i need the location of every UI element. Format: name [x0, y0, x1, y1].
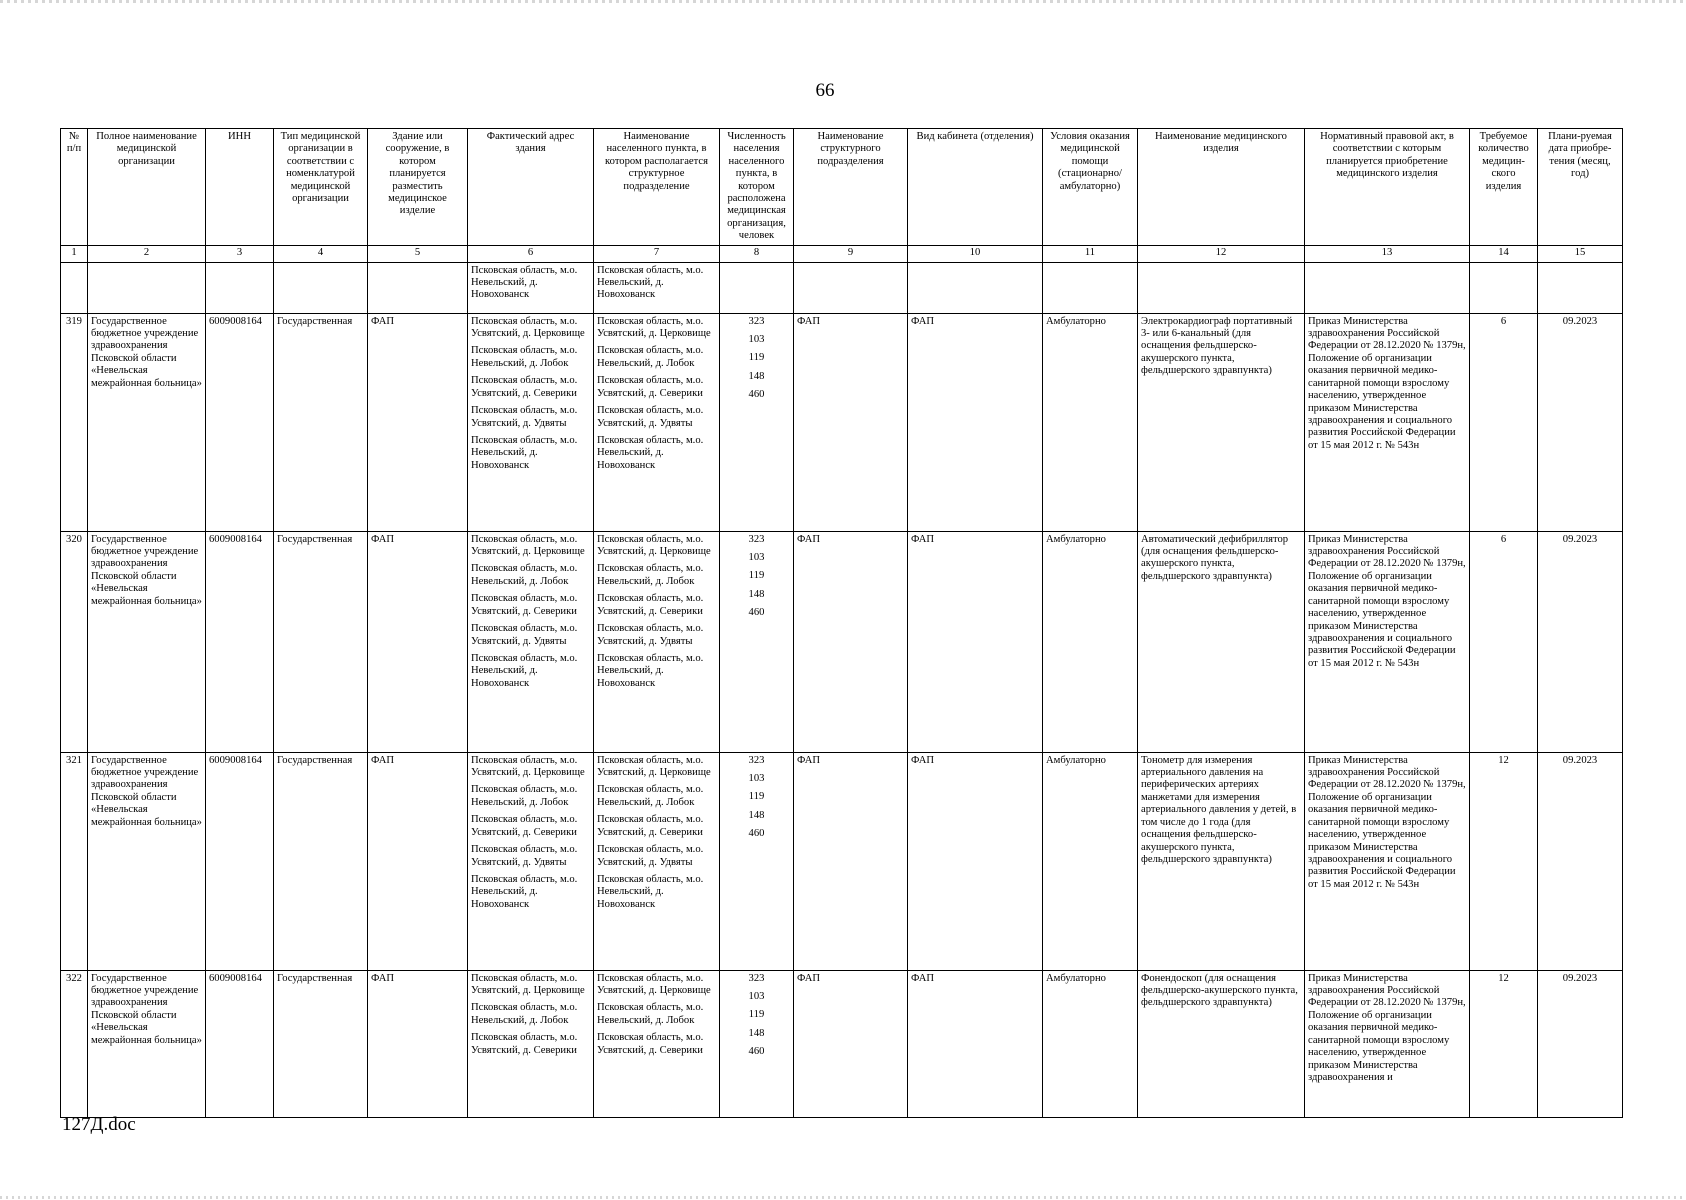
scan-edge-bottom: [0, 1196, 1686, 1199]
planned-date: 09.2023: [1538, 313, 1623, 531]
inn: 6009008164: [206, 970, 274, 1117]
header-cell: Условия оказания медицинской помощи (стационарно/ амбулаторно): [1043, 129, 1138, 246]
population-value: 148: [748, 370, 765, 382]
settlement-item: Псковская область, м.о. Усвятский, д. Северики: [597, 1032, 704, 1056]
inn: 6009008164: [206, 313, 274, 531]
address-item: Псковская область, м.о. Усвятский, д. Церковище: [471, 315, 585, 340]
empty-cell: [1470, 262, 1538, 313]
settlement-item: Псковская область, м.о. Усвятский, д. Церковище: [597, 754, 711, 779]
quantity: 6: [1470, 531, 1538, 752]
org-name: Государственное бюджетное учреждение здравоохранения Псковской области «Невельская межрайонная больница»: [88, 531, 206, 752]
column-number: 5: [368, 245, 468, 262]
address-item: Псковская область, м.о. Невельский, д. Новохованск: [471, 873, 578, 910]
population-value: 323: [748, 533, 765, 545]
settlement-item: Псковская область, м.о. Невельский, д. Новохованск: [597, 652, 704, 689]
address-item: Псковская область, м.о. Невельский, д. Лобок: [471, 563, 578, 587]
population-list: [720, 313, 794, 531]
settlement-item: Псковская область, м.о. Невельский, д. Новохованск: [597, 434, 704, 471]
header-cell: Полное наименование медицинской организации: [88, 129, 206, 246]
row-number: 319: [61, 313, 88, 531]
address-item: Псковская область, м.о. Усвятский, д. Удвяты: [471, 623, 578, 647]
device-name: Тонометр для измерения артериального давления на периферических артериях манжетами для измерения артериального давления у детей, в том числе до 1 года (для оснащения фельдшерско-акушерского пункта, фельдшерского здравпункта): [1138, 752, 1305, 970]
column-number: 13: [1305, 245, 1470, 262]
inn: 6009008164: [206, 531, 274, 752]
header-cell: Фактический адрес здания: [468, 129, 594, 246]
cabinet: ФАП: [908, 531, 1043, 752]
table-row: [61, 970, 1623, 1117]
building: ФАП: [368, 752, 468, 970]
population-value: 460: [748, 389, 765, 401]
quantity: 12: [1470, 752, 1538, 970]
column-number: 7: [594, 245, 720, 262]
settlement-cell: Псковская область, м.о. Невельский, д. Новохованск: [594, 262, 720, 313]
column-number: 11: [1043, 245, 1138, 262]
address-item: Псковская область, м.о. Усвятский, д. Северики: [471, 375, 578, 399]
legal-act: Приказ Министерства здравоохранения Российской Федерации от 28.12.2020 № 1379н, Положение об организации оказания первичной медико-санитарной помощи взрослому населению, утвержденное приказом Министерства здравоохранения и социального развития Российской Федерации от 15 мая 2012 г. № 543н: [1305, 313, 1470, 531]
row-number: 322: [61, 970, 88, 1117]
population-value: 103: [748, 334, 765, 346]
column-number: 8: [720, 245, 794, 262]
planned-date: 09.2023: [1538, 531, 1623, 752]
address-item: Псковская область, м.о. Усвятский, д. Церковище: [471, 754, 585, 779]
header-cell: Нормативный правовой акт, в соответствии с которым планируется приобретение медицинского изделия: [1305, 129, 1470, 246]
column-number-row: [61, 245, 1623, 262]
address-item: Псковская область, м.о. Усвятский, д. Северики: [471, 1032, 578, 1056]
population-list: [720, 752, 794, 970]
scan-edge-top: [0, 0, 1686, 3]
settlement-item: Псковская область, м.о. Невельский, д. Новохованск: [597, 873, 704, 910]
settlement-list: [594, 313, 720, 531]
continuation-row: [61, 262, 1623, 313]
column-number: 14: [1470, 245, 1538, 262]
empty-cell: [274, 262, 368, 313]
population-value: 460: [748, 607, 765, 619]
address-list: [468, 313, 594, 531]
address-cell: Псковская область, м.о. Невельский, д. Новохованск: [468, 262, 594, 313]
population-value: 148: [748, 1027, 765, 1039]
header-cell: Численность населения населенного пункта, в котором расположена медицинская организация, человек: [720, 129, 794, 246]
planned-date: 09.2023: [1538, 970, 1623, 1117]
org-type: Государственная: [274, 313, 368, 531]
header-cell: ИНН: [206, 129, 274, 246]
column-number: 4: [274, 245, 368, 262]
column-number: 2: [88, 245, 206, 262]
org-type: Государственная: [274, 752, 368, 970]
address-list: [468, 531, 594, 752]
settlement-item: Псковская область, м.о. Усвятский, д. Северики: [597, 375, 704, 399]
header-cell: Наименование медицинского изделия: [1138, 129, 1305, 246]
population-value: 148: [748, 588, 765, 600]
address-item: Псковская область, м.о. Невельский, д. Новохованск: [471, 652, 578, 689]
cabinet: ФАП: [908, 970, 1043, 1117]
org-name: Государственное бюджетное учреждение здравоохранения Псковской области «Невельская межрайонная больница»: [88, 313, 206, 531]
address-list: [468, 970, 594, 1117]
address-list: [468, 752, 594, 970]
cabinet: ФАП: [908, 313, 1043, 531]
address-item: Псковская область, м.о. Невельский, д. Лобок: [471, 345, 578, 369]
column-number: 10: [908, 245, 1043, 262]
conditions: Амбулаторно: [1043, 970, 1138, 1117]
subdivision: ФАП: [794, 752, 908, 970]
building: ФАП: [368, 313, 468, 531]
header-cell: Здание или сооружение, в котором планируется разместить медицинское изделие: [368, 129, 468, 246]
empty-cell: [368, 262, 468, 313]
legal-act: Приказ Министерства здравоохранения Российской Федерации от 28.12.2020 № 1379н, Положение об организации оказания первичной медико-санитарной помощи взрослому населению, утвержденное приказом Министерства здравоохранения и социального развития Российской Федерации от 15 мая 2012 г. № 543н: [1305, 752, 1470, 970]
empty-cell: [206, 262, 274, 313]
column-number: 12: [1138, 245, 1305, 262]
population-value: 119: [748, 1009, 765, 1021]
empty-cell: [61, 262, 88, 313]
population-value: 119: [748, 352, 765, 364]
empty-cell: [908, 262, 1043, 313]
settlement-list: [594, 752, 720, 970]
population-value: 323: [748, 315, 765, 327]
settlement-list: [594, 531, 720, 752]
population-value: 103: [748, 552, 765, 564]
empty-cell: [88, 262, 206, 313]
address-item: Псковская область, м.о. Невельский, д. Лобок: [471, 1002, 578, 1026]
planned-date: 09.2023: [1538, 752, 1623, 970]
population-value: 460: [748, 828, 765, 840]
org-type: Государственная: [274, 531, 368, 752]
population-value: 103: [748, 773, 765, 785]
address-item: Псковская область, м.о. Усвятский, д. Северики: [471, 814, 578, 838]
settlement-item: Псковская область, м.о. Усвятский, д. Северики: [597, 593, 704, 617]
settlement-item: Псковская область, м.о. Усвятский, д. Церковище: [597, 972, 711, 997]
device-name: Фонендоскоп (для оснащения фельдшерско-акушерского пункта, фельдшерского здравпункта): [1138, 970, 1305, 1117]
empty-cell: [1538, 262, 1623, 313]
subdivision: ФАП: [794, 970, 908, 1117]
header-cell: Наименование структурного подразделения: [794, 129, 908, 246]
address-item: Псковская область, м.о. Усвятский, д. Церковище: [471, 533, 585, 558]
page-number: 66: [815, 80, 835, 101]
settlement-list: [594, 970, 720, 1117]
building: ФАП: [368, 531, 468, 752]
address-item: Псковская область, м.о. Невельский, д. Новохованск: [471, 434, 578, 471]
header-cell: Плани-руемая дата приобре-тения (месяц, год): [1538, 129, 1623, 246]
device-name: Электрокардиограф портативный 3- или 6-канальный (для оснащения фельдшерско-акушерского пункта, фельдшерского здравпункта): [1138, 313, 1305, 531]
address-item: Псковская область, м.о. Усвятский, д. Удвяты: [471, 405, 578, 429]
population-value: 119: [748, 791, 765, 803]
column-number: 6: [468, 245, 594, 262]
column-number: 3: [206, 245, 274, 262]
population-value: 323: [748, 754, 765, 766]
table-row: [61, 531, 1623, 752]
subdivision: ФАП: [794, 313, 908, 531]
population-value: 323: [748, 972, 765, 984]
header-row: [61, 129, 1623, 246]
empty-cell: [720, 262, 794, 313]
column-number: 15: [1538, 245, 1623, 262]
empty-cell: [1138, 262, 1305, 313]
equipment-table: [60, 128, 1623, 1118]
building: ФАП: [368, 970, 468, 1117]
settlement-item: Псковская область, м.о. Невельский, д. Лобок: [597, 563, 704, 587]
cabinet: ФАП: [908, 752, 1043, 970]
quantity: 6: [1470, 313, 1538, 531]
subdivision: ФАП: [794, 531, 908, 752]
org-type: Государственная: [274, 970, 368, 1117]
empty-cell: [1305, 262, 1470, 313]
address-item: Псковская область, м.о. Невельский, д. Лобок: [471, 784, 578, 808]
column-number: 1: [61, 245, 88, 262]
population-list: [720, 531, 794, 752]
population-value: 460: [748, 1046, 765, 1058]
legal-act: Приказ Министерства здравоохранения Российской Федерации от 28.12.2020 № 1379н, Положение об организации оказания первичной медико-санитарной помощи взрослому населению, утвержденное приказом Министерства здравоохранения и: [1305, 970, 1470, 1117]
population-list: [720, 970, 794, 1117]
address-item: Псковская область, м.о. Усвятский, д. Церковище: [471, 972, 585, 997]
address-item: Псковская область, м.о. Усвятский, д. Удвяты: [471, 844, 578, 868]
settlement-item: Псковская область, м.о. Усвятский, д. Церковище: [597, 533, 711, 558]
population-value: 103: [748, 991, 765, 1003]
header-cell: Тип медицинской организации в соответствии с номенклатурой медицинской организации: [274, 129, 368, 246]
table-row: [61, 313, 1623, 531]
org-name: Государственное бюджетное учреждение здравоохранения Псковской области «Невельская межрайонная больница»: [88, 970, 206, 1117]
column-number: 9: [794, 245, 908, 262]
settlement-item: Псковская область, м.о. Усвятский, д. Удвяты: [597, 405, 704, 429]
row-number: 320: [61, 531, 88, 752]
settlement-item: Псковская область, м.о. Усвятский, д. Северики: [597, 814, 704, 838]
conditions: Амбулаторно: [1043, 752, 1138, 970]
header-cell: Вид кабинета (отделения): [908, 129, 1043, 246]
header-cell: Требуемое количество медицин-ского изделия: [1470, 129, 1538, 246]
footer-filename: 127Д.doc: [62, 1114, 136, 1135]
settlement-item: Псковская область, м.о. Усвятский, д. Церковище: [597, 315, 711, 340]
quantity: 12: [1470, 970, 1538, 1117]
address-item: Псковская область, м.о. Усвятский, д. Северики: [471, 593, 578, 617]
settlement-item: Псковская область, м.о. Невельский, д. Лобок: [597, 784, 704, 808]
empty-cell: [794, 262, 908, 313]
settlement-item: Псковская область, м.о. Усвятский, д. Удвяты: [597, 623, 704, 647]
org-name: Государственное бюджетное учреждение здравоохранения Псковской области «Невельская межрайонная больница»: [88, 752, 206, 970]
table-row: [61, 752, 1623, 970]
population-value: 148: [748, 809, 765, 821]
empty-cell: [1043, 262, 1138, 313]
device-name: Автоматический дефибриллятор (для оснащения фельдшерско-акушерского пункта, фельдшерского здравпункта): [1138, 531, 1305, 752]
settlement-item: Псковская область, м.о. Невельский, д. Лобок: [597, 345, 704, 369]
settlement-item: Псковская область, м.о. Усвятский, д. Удвяты: [597, 844, 704, 868]
header-cell: № п/п: [61, 129, 88, 246]
conditions: Амбулаторно: [1043, 313, 1138, 531]
inn: 6009008164: [206, 752, 274, 970]
conditions: Амбулаторно: [1043, 531, 1138, 752]
legal-act: Приказ Министерства здравоохранения Российской Федерации от 28.12.2020 № 1379н, Положение об организации оказания первичной медико-санитарной помощи взрослому населению, утвержденное приказом Министерства здравоохранения и социального развития Российской Федерации от 15 мая 2012 г. № 543н: [1305, 531, 1470, 752]
population-value: 119: [748, 570, 765, 582]
row-number: 321: [61, 752, 88, 970]
settlement-item: Псковская область, м.о. Невельский, д. Лобок: [597, 1002, 704, 1026]
header-cell: Наименование населенного пункта, в котором располагается структурное подразделение: [594, 129, 720, 246]
